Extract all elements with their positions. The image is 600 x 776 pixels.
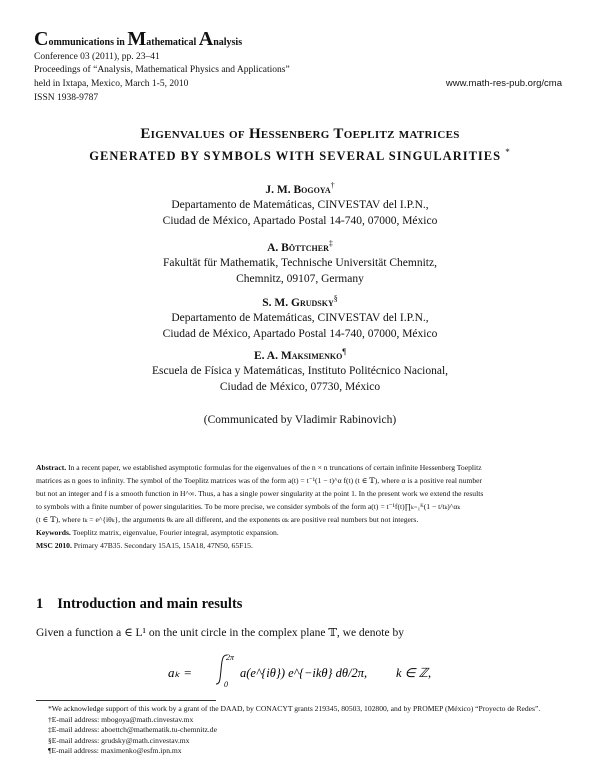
author-footnote-mark[interactable]: §	[333, 294, 338, 303]
affiliation-line: Departamento de Matemáticas, CINVESTAV del I.P.N.,	[171, 312, 429, 324]
paper-title-text-1: Eigenvalues of Hessenberg Toeplitz matrices	[140, 126, 460, 142]
author-name	[0, 294, 600, 309]
abstract-label: Abstract.	[36, 463, 67, 472]
footnote: †E-mail address: mbogoya@math.cinvestav.mx	[48, 714, 194, 724]
affiliation-line: Fakultät für Mathematik, Technische Universität Chemnitz,	[163, 257, 437, 269]
author-name-text: J. M. Bogoya	[265, 183, 331, 196]
abstract-line: to symbols with a finite number of power singularities. To be more precise, we consider symbols of the form a(t) = t⁻¹f(t)∏ₖ₌₁ᴷ(1 − t/tₖ)^αₖ	[36, 502, 461, 511]
proceedings-line: Proceedings of “Analysis, Mathematical Physics and Applications”	[34, 65, 290, 75]
affiliation-line: Ciudad de México, 07730, México	[219, 381, 381, 393]
journal-name-cap-1: C	[34, 28, 49, 50]
keywords-line	[36, 526, 564, 539]
abstract-line: matrices as n goes to infinity. The symbol of the Toeplitz matrices was of the form a(t) = t⁻¹(1 − t)^α f(t) (t ∈ 𝕋), where α is a positive real number	[36, 476, 483, 485]
affiliation-line: Chemnitz, 09107, Germany	[236, 273, 364, 285]
author-name	[0, 181, 600, 196]
footnotes	[36, 704, 564, 757]
footnote-rule	[36, 700, 216, 701]
author-footnote-mark[interactable]: ¶	[342, 347, 346, 356]
msc-label: MSC 2010.	[36, 541, 72, 550]
section-heading	[36, 596, 242, 613]
author-footnote-mark[interactable]: ‡	[328, 239, 333, 248]
abstract-line: (t ∈ 𝕋), where tₖ = e^{iθₖ}, the arguments θₖ are all different, and the exponents αₖ are positive real numbers but not integers.	[36, 515, 419, 524]
affiliation-line: Escuela de Física y Matemáticas, Instituto Politécnico Nacional,	[151, 365, 449, 377]
affiliation-line: Ciudad de México, Apartado Postal 14-740, 07000, México	[162, 215, 438, 227]
footnote: ¶E-mail address: maximenko@esfm.ipn.mx	[48, 746, 182, 756]
intro-paragraph: Given a function a ∈ L¹ on the unit circle in the complex plane 𝕋, we denote by	[36, 627, 404, 639]
footnote: §E-mail address: grudsky@math.cinvestav.mx	[48, 735, 190, 745]
formula-tail: k ∈ ℤ,	[396, 666, 432, 680]
author-name-text: E. A. Maksimenko	[254, 349, 343, 362]
section-number: 1	[36, 596, 44, 612]
author-affiliation	[0, 310, 600, 342]
abstract-text: In a recent paper, we established asymptotic formulas for the eigenvalues of the n × n truncations of certain infinite Hessenberg Toeplitz	[68, 463, 482, 472]
msc-text: Primary 47B35. Secondary 15A15, 15A18, 47N50, 65F15.	[73, 541, 253, 550]
journal-url-link[interactable]: www.math-res-pub.org/cma	[445, 78, 562, 89]
affiliation-line: Ciudad de México, Apartado Postal 14-740, 07000, México	[162, 328, 438, 340]
conference-line: Conference 03 (2011), pp. 23–41	[34, 52, 160, 62]
journal-name-rest-2: athematical	[146, 37, 199, 48]
section-title: Introduction and main results	[57, 596, 243, 612]
paper-title-text-2: GENERATED BY SYMBOLS WITH SEVERAL SINGULARITIES	[89, 149, 502, 164]
author-affiliation	[0, 363, 600, 395]
footnote: ‡E-mail address: aboettch@mathematik.tu-chemnitz.de	[48, 725, 217, 735]
abstract-block	[36, 461, 564, 552]
integral-upper: 2π	[226, 653, 235, 662]
paper-title-line-2	[0, 147, 600, 164]
footnote: *We acknowledge support of this work by a grant of the DAAD, by CONACYT grants 219345, 80503, 102800, and by PROMEP (México) “Proyecto de Redes”.	[48, 704, 541, 713]
affiliation-line: Departamento de Matemáticas, CINVESTAV del I.P.N.,	[171, 199, 429, 211]
author-footnote-mark[interactable]: †	[330, 181, 335, 190]
formula-lhs: aₖ =	[168, 665, 193, 680]
abstract-line: but not an integer and f is a smooth function in H^∞. Thus, a has a single power singularity at the point 1. In the present work we extend the results	[36, 489, 484, 498]
formula-svg	[150, 650, 450, 690]
title-footnote-mark[interactable]: *	[505, 147, 511, 157]
journal-name	[34, 28, 242, 51]
author-name	[0, 239, 600, 254]
formula-integrand: a(e^{iθ}) e^{−ikθ} dθ/2π,	[240, 666, 368, 680]
journal-name-cap-3: A	[198, 28, 214, 50]
journal-name-cap-2: M	[127, 28, 147, 50]
author-name-text: A. Böttcher	[267, 241, 329, 254]
issn-line: ISSN 1938-9787	[34, 93, 99, 103]
integral-lower: 0	[224, 680, 228, 689]
abstract-line	[36, 461, 564, 474]
held-line: held in Ixtapa, Mexico, March 1-5, 2010	[34, 79, 189, 89]
display-formula	[0, 650, 600, 690]
author-name-text: S. M. Grudsky	[262, 296, 334, 309]
msc-line	[36, 539, 564, 552]
communicated-by: (Communicated by Vladimir Rabinovich)	[203, 414, 397, 426]
journal-name-rest-1: ommunications in	[48, 37, 128, 48]
author-affiliation	[0, 197, 600, 229]
keywords-text: Toeplitz matrix, eigenvalue, Fourier integral, asymptotic expansion.	[72, 528, 279, 537]
author-affiliation	[0, 255, 600, 287]
paper-title-line-1	[0, 126, 600, 143]
journal-name-rest-3: nalysis	[213, 37, 243, 48]
keywords-label: Keywords.	[36, 528, 71, 537]
author-name	[0, 347, 600, 362]
